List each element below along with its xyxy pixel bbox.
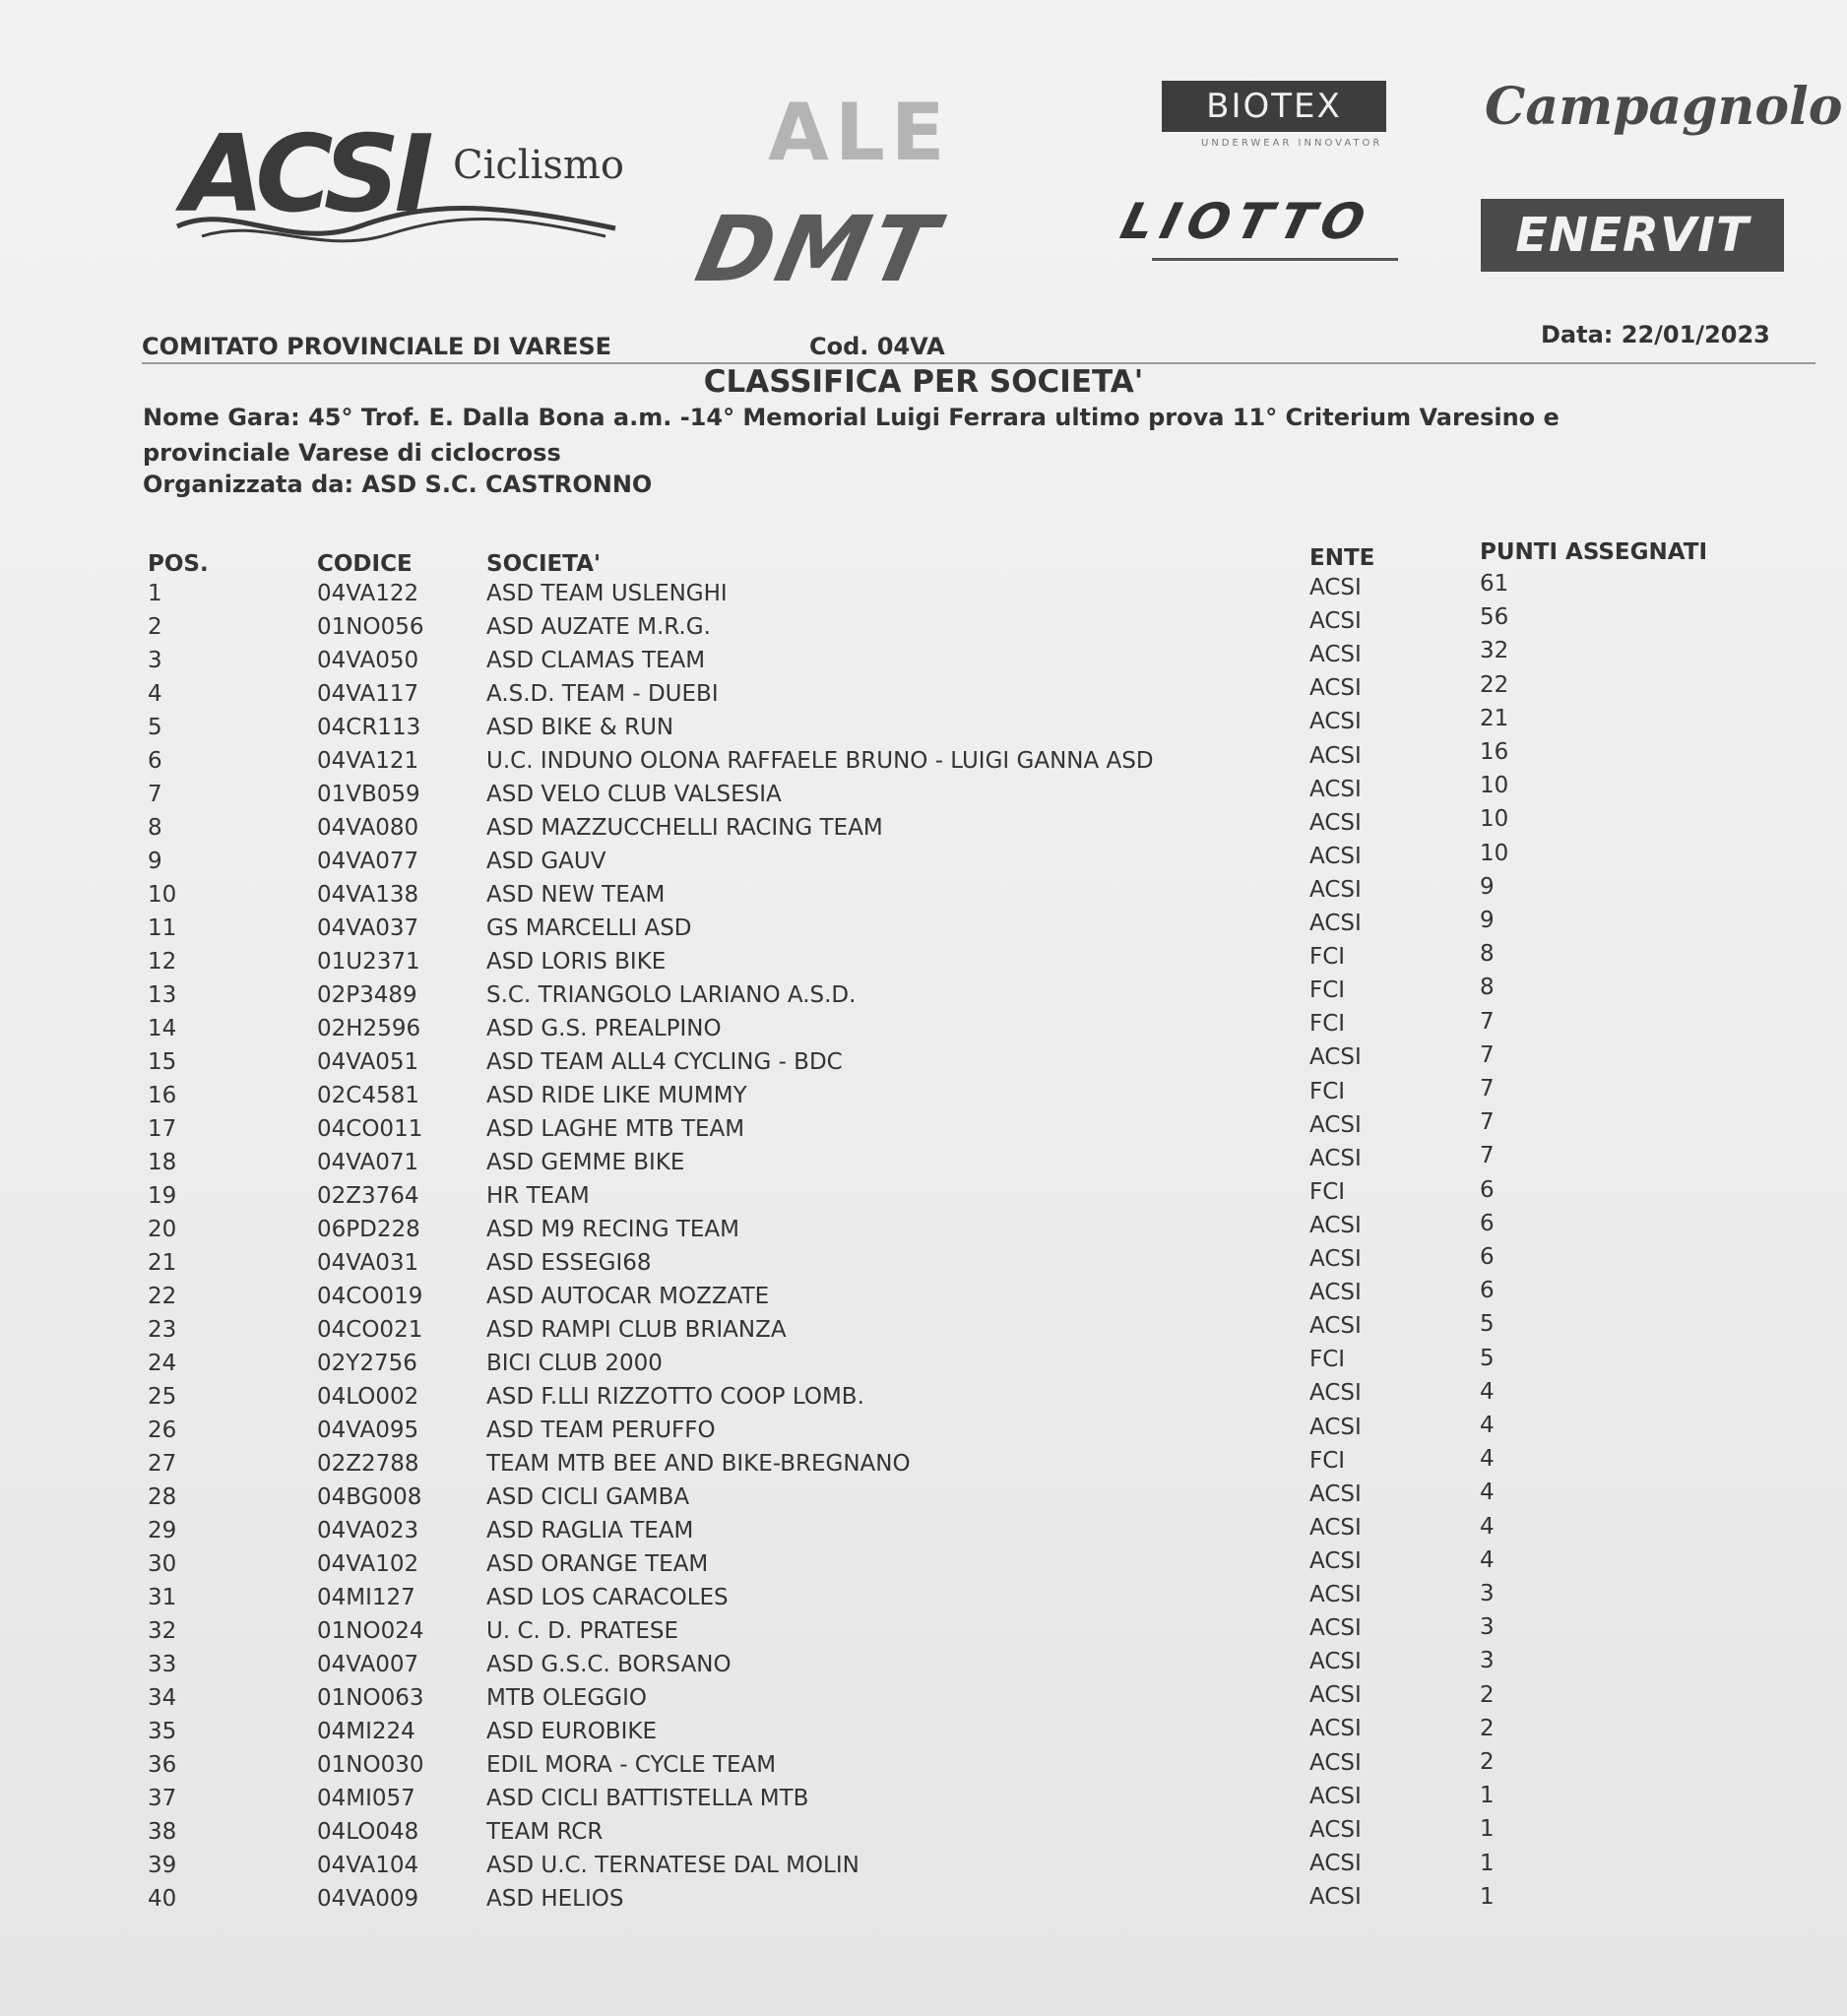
row-position: 28 bbox=[148, 1484, 177, 1510]
row-points: 9 bbox=[1480, 873, 1495, 900]
row-code: 04VA031 bbox=[317, 1250, 419, 1276]
row-position: 24 bbox=[148, 1351, 177, 1376]
table-row bbox=[0, 1614, 1847, 1652]
row-society: ASD G.S.C. BORSANO bbox=[486, 1652, 732, 1677]
table-row bbox=[0, 1883, 1847, 1920]
row-points: 3 bbox=[1480, 1648, 1495, 1674]
row-society: ASD CICLI GAMBA bbox=[486, 1484, 690, 1510]
row-position: 13 bbox=[148, 982, 177, 1008]
table-row bbox=[0, 1715, 1847, 1752]
row-society: ASD GAUV bbox=[486, 849, 606, 874]
row-points: 32 bbox=[1480, 638, 1509, 664]
table-row bbox=[0, 671, 1847, 715]
table-row bbox=[0, 806, 1847, 849]
row-society: ASD HELIOS bbox=[486, 1886, 624, 1912]
row-ente: ACSI bbox=[1309, 608, 1362, 635]
row-ente: ACSI bbox=[1309, 675, 1362, 702]
row-code: 04VA009 bbox=[317, 1886, 419, 1912]
row-points: 1 bbox=[1480, 1783, 1495, 1809]
table-row bbox=[0, 705, 1847, 748]
table-row bbox=[0, 1345, 1847, 1384]
row-society: ASD RAGLIA TEAM bbox=[486, 1518, 694, 1544]
row-points: 21 bbox=[1480, 705, 1509, 731]
row-society: ASD GEMME BIKE bbox=[486, 1150, 685, 1175]
row-position: 20 bbox=[148, 1217, 177, 1242]
row-code: 01NO056 bbox=[317, 614, 424, 640]
table-row bbox=[0, 1850, 1847, 1886]
table-row bbox=[0, 604, 1847, 648]
liotto-logo-underline bbox=[1152, 258, 1398, 261]
table-row bbox=[0, 1581, 1847, 1618]
row-position: 14 bbox=[148, 1016, 177, 1041]
row-ente: ACSI bbox=[1309, 642, 1362, 668]
table-row bbox=[0, 1076, 1847, 1116]
column-header-punti: PUNTI ASSEGNATI bbox=[1480, 539, 1708, 565]
row-code: 04VA138 bbox=[317, 882, 419, 908]
row-position: 18 bbox=[148, 1150, 177, 1175]
column-header-ente: ENTE bbox=[1309, 545, 1375, 571]
row-position: 23 bbox=[148, 1317, 177, 1343]
row-code: 01NO063 bbox=[317, 1685, 424, 1711]
row-ente: ACSI bbox=[1309, 1682, 1362, 1709]
row-code: 04VA102 bbox=[317, 1551, 419, 1577]
row-position: 9 bbox=[148, 849, 162, 874]
row-ente: FCI bbox=[1309, 1347, 1346, 1373]
row-code: 04VA037 bbox=[317, 915, 419, 941]
row-position: 19 bbox=[148, 1183, 177, 1209]
table-row bbox=[0, 1143, 1847, 1183]
row-code: 01NO030 bbox=[317, 1752, 424, 1778]
row-position: 26 bbox=[148, 1418, 177, 1443]
row-society: ASD CICLI BATTISTELLA MTB bbox=[486, 1786, 809, 1811]
row-society: TEAM MTB BEE AND BIKE-BREGNANO bbox=[486, 1451, 911, 1477]
row-society: ASD AUTOCAR MOZZATE bbox=[486, 1284, 770, 1309]
row-society: S.C. TRIANGOLO LARIANO A.S.D. bbox=[486, 982, 857, 1008]
row-ente: ACSI bbox=[1309, 1280, 1362, 1306]
row-code: 04VA095 bbox=[317, 1418, 419, 1443]
row-code: 04LO002 bbox=[317, 1384, 419, 1410]
row-ente: ACSI bbox=[1309, 1615, 1362, 1642]
row-ente: ACSI bbox=[1309, 1816, 1362, 1843]
row-points: 4 bbox=[1480, 1378, 1495, 1405]
row-position: 17 bbox=[148, 1116, 177, 1142]
row-code: 04MI127 bbox=[317, 1585, 415, 1610]
table-row bbox=[0, 739, 1847, 782]
row-society: ASD LAGHE MTB TEAM bbox=[486, 1116, 745, 1142]
row-ente: FCI bbox=[1309, 944, 1346, 971]
row-points: 1 bbox=[1480, 1883, 1495, 1910]
row-society: ASD LOS CARACOLES bbox=[486, 1585, 729, 1610]
acsi-swirl-icon bbox=[172, 197, 625, 256]
biotex-logo-tagline: UNDERWEAR INNOVATOR bbox=[1201, 138, 1383, 149]
row-points: 6 bbox=[1480, 1244, 1495, 1270]
row-society: ASD RIDE LIKE MUMMY bbox=[486, 1083, 747, 1108]
row-code: 04VA007 bbox=[317, 1652, 419, 1677]
table-row bbox=[0, 1210, 1847, 1250]
row-code: 02Z2788 bbox=[317, 1451, 419, 1477]
table-row bbox=[0, 571, 1847, 614]
row-code: 04CO011 bbox=[317, 1116, 423, 1142]
table-row bbox=[0, 1648, 1847, 1685]
row-position: 33 bbox=[148, 1652, 177, 1677]
row-points: 4 bbox=[1480, 1546, 1495, 1573]
row-position: 38 bbox=[148, 1819, 177, 1845]
row-society: ASD U.C. TERNATESE DAL MOLIN bbox=[486, 1853, 860, 1878]
row-society: U.C. INDUNO OLONA RAFFAELE BRUNO - LUIGI GANNA ASD bbox=[486, 748, 1154, 774]
row-society: HR TEAM bbox=[486, 1183, 590, 1209]
row-ente: ACSI bbox=[1309, 1883, 1362, 1910]
acsi-logo-subtitle: Ciclismo bbox=[453, 143, 624, 188]
row-society: ASD VELO CLUB VALSESIA bbox=[486, 782, 782, 807]
row-points: 56 bbox=[1480, 604, 1509, 631]
row-position: 37 bbox=[148, 1786, 177, 1811]
column-header-societa: SOCIETA' bbox=[486, 551, 602, 577]
table-row bbox=[0, 1041, 1847, 1083]
row-points: 7 bbox=[1480, 1109, 1495, 1136]
row-points: 2 bbox=[1480, 1749, 1495, 1775]
table-row bbox=[0, 1546, 1847, 1585]
row-code: 01VB059 bbox=[317, 782, 420, 807]
row-ente: FCI bbox=[1309, 1011, 1346, 1038]
row-position: 12 bbox=[148, 949, 177, 975]
row-ente: ACSI bbox=[1309, 1749, 1362, 1776]
acsi-logo bbox=[172, 113, 625, 261]
row-code: 02C4581 bbox=[317, 1083, 419, 1108]
row-position: 34 bbox=[148, 1685, 177, 1711]
table-row bbox=[0, 941, 1847, 982]
table-row bbox=[0, 975, 1847, 1016]
row-position: 11 bbox=[148, 915, 177, 941]
row-points: 6 bbox=[1480, 1176, 1495, 1203]
table-row bbox=[0, 1513, 1847, 1551]
row-points: 2 bbox=[1480, 1681, 1495, 1708]
row-ente: FCI bbox=[1309, 1178, 1346, 1205]
row-code: 04LO048 bbox=[317, 1819, 419, 1845]
row-society: ASD BIKE & RUN bbox=[486, 715, 674, 740]
row-points: 4 bbox=[1480, 1513, 1495, 1540]
row-society: EDIL MORA - CYCLE TEAM bbox=[486, 1752, 777, 1778]
row-code: 04VA122 bbox=[317, 581, 419, 606]
row-ente: FCI bbox=[1309, 1447, 1346, 1474]
row-points: 4 bbox=[1480, 1480, 1495, 1506]
row-points: 8 bbox=[1480, 941, 1495, 968]
column-header-pos: POS. bbox=[148, 551, 209, 577]
row-society: A.S.D. TEAM - DUEBI bbox=[486, 681, 719, 707]
row-code: 04CR113 bbox=[317, 715, 421, 740]
row-code: 06PD228 bbox=[317, 1217, 420, 1242]
table-row bbox=[0, 1816, 1847, 1853]
row-points: 3 bbox=[1480, 1614, 1495, 1641]
table-row bbox=[0, 1311, 1847, 1351]
row-position: 39 bbox=[148, 1853, 177, 1878]
row-code: 04CO021 bbox=[317, 1317, 423, 1343]
row-code: 04VA080 bbox=[317, 815, 419, 841]
row-position: 27 bbox=[148, 1451, 177, 1477]
row-society: ASD ORANGE TEAM bbox=[486, 1551, 709, 1577]
table-row bbox=[0, 840, 1847, 882]
row-ente: ACSI bbox=[1309, 1783, 1362, 1809]
committee-code: Cod. 04VA bbox=[809, 333, 945, 360]
row-society: ASD TEAM USLENGHI bbox=[486, 581, 728, 606]
row-points: 7 bbox=[1480, 1008, 1495, 1035]
row-code: 04MI057 bbox=[317, 1786, 415, 1811]
campagnolo-logo: Campagnolo bbox=[1485, 77, 1843, 137]
row-ente: ACSI bbox=[1309, 843, 1362, 869]
row-society: ASD AUZATE M.R.G. bbox=[486, 614, 711, 640]
table-row bbox=[0, 908, 1847, 949]
row-position: 35 bbox=[148, 1719, 177, 1744]
row-points: 10 bbox=[1480, 840, 1509, 866]
row-position: 8 bbox=[148, 815, 162, 841]
row-ente: ACSI bbox=[1309, 1582, 1362, 1607]
table-row bbox=[0, 1176, 1847, 1217]
row-society: ASD TEAM ALL4 CYCLING - BDC bbox=[486, 1049, 843, 1075]
table-row bbox=[0, 1244, 1847, 1284]
row-ente: ACSI bbox=[1309, 1716, 1362, 1742]
row-position: 4 bbox=[148, 681, 162, 707]
row-position: 3 bbox=[148, 648, 162, 673]
row-society: ASD G.S. PREALPINO bbox=[486, 1016, 722, 1041]
row-ente: ACSI bbox=[1309, 1044, 1362, 1071]
row-ente: ACSI bbox=[1309, 1313, 1362, 1340]
row-points: 5 bbox=[1480, 1311, 1495, 1338]
liotto-logo: LIOTTO bbox=[1115, 193, 1379, 250]
row-points: 22 bbox=[1480, 671, 1509, 698]
race-name-line-1: Nome Gara: 45° Trof. E. Dalla Bona a.m. -14° Memorial Luigi Ferrara ultimo prova 11° Criterium Varesino e bbox=[143, 404, 1560, 431]
row-ente: ACSI bbox=[1309, 1514, 1362, 1541]
dmt-logo: DMT bbox=[687, 197, 950, 302]
row-position: 5 bbox=[148, 715, 162, 740]
row-position: 2 bbox=[148, 614, 162, 640]
table-row bbox=[0, 1783, 1847, 1819]
row-code: 02H2596 bbox=[317, 1016, 421, 1041]
table-row bbox=[0, 1480, 1847, 1518]
row-ente: ACSI bbox=[1309, 776, 1362, 802]
row-points: 7 bbox=[1480, 1041, 1495, 1068]
row-position: 30 bbox=[148, 1551, 177, 1577]
row-points: 61 bbox=[1480, 571, 1509, 597]
row-society: ASD LORIS BIKE bbox=[486, 949, 667, 975]
row-position: 32 bbox=[148, 1618, 177, 1644]
row-society: ASD EUROBIKE bbox=[486, 1719, 657, 1744]
table-row bbox=[0, 1681, 1847, 1719]
row-ente: ACSI bbox=[1309, 575, 1362, 600]
ale-logo: ALE bbox=[768, 87, 951, 178]
row-code: 04CO019 bbox=[317, 1284, 423, 1309]
biotex-logo: BIOTEX bbox=[1162, 81, 1386, 132]
row-ente: FCI bbox=[1309, 977, 1346, 1004]
row-position: 25 bbox=[148, 1384, 177, 1410]
row-points: 8 bbox=[1480, 975, 1495, 1001]
row-society: ASD ESSEGI68 bbox=[486, 1250, 652, 1276]
row-points: 1 bbox=[1480, 1850, 1495, 1876]
row-society: TEAM RCR bbox=[486, 1819, 604, 1845]
row-society: BICI CLUB 2000 bbox=[486, 1351, 663, 1376]
row-ente: FCI bbox=[1309, 1078, 1346, 1104]
table-row bbox=[0, 1008, 1847, 1049]
acsi-logo-mark: ACSI bbox=[182, 113, 428, 236]
sponsor-logos bbox=[0, 0, 1847, 315]
row-ente: ACSI bbox=[1309, 1380, 1362, 1407]
row-ente: ACSI bbox=[1309, 1850, 1362, 1876]
row-points: 3 bbox=[1480, 1581, 1495, 1606]
row-code: 02Y2756 bbox=[317, 1351, 417, 1376]
table-row bbox=[0, 1749, 1847, 1786]
document-date: Data: 22/01/2023 bbox=[1541, 321, 1770, 348]
row-ente: ACSI bbox=[1309, 709, 1362, 735]
row-points: 10 bbox=[1480, 773, 1509, 799]
row-society: ASD TEAM PERUFFO bbox=[486, 1418, 716, 1443]
row-ente: ACSI bbox=[1309, 1480, 1362, 1507]
row-ente: ACSI bbox=[1309, 742, 1362, 769]
row-ente: ACSI bbox=[1309, 809, 1362, 836]
row-society: ASD CLAMAS TEAM bbox=[486, 648, 706, 673]
row-points: 5 bbox=[1480, 1345, 1495, 1371]
row-ente: ACSI bbox=[1309, 1414, 1362, 1440]
row-code: 04VA117 bbox=[317, 681, 419, 707]
row-points: 4 bbox=[1480, 1446, 1495, 1473]
row-ente: ACSI bbox=[1309, 1649, 1362, 1675]
row-ente: ACSI bbox=[1309, 911, 1362, 936]
row-position: 21 bbox=[148, 1250, 177, 1276]
table-row bbox=[0, 773, 1847, 815]
table-row bbox=[0, 1413, 1847, 1451]
row-society: GS MARCELLI ASD bbox=[486, 915, 692, 941]
race-name-line-2: provinciale Varese di ciclocross bbox=[143, 439, 561, 467]
row-ente: ACSI bbox=[1309, 1547, 1362, 1574]
row-points: 4 bbox=[1480, 1413, 1495, 1438]
row-points: 7 bbox=[1480, 1143, 1495, 1169]
row-code: 02Z3764 bbox=[317, 1183, 419, 1209]
row-society: U. C. D. PRATESE bbox=[486, 1618, 679, 1644]
row-society: ASD M9 RECING TEAM bbox=[486, 1217, 739, 1242]
row-ente: ACSI bbox=[1309, 1111, 1362, 1138]
row-points: 6 bbox=[1480, 1210, 1495, 1236]
row-ente: ACSI bbox=[1309, 1246, 1362, 1272]
row-points: 6 bbox=[1480, 1278, 1495, 1304]
table-row bbox=[0, 1378, 1847, 1418]
row-ente: ACSI bbox=[1309, 1212, 1362, 1238]
row-points: 9 bbox=[1480, 908, 1495, 933]
row-position: 15 bbox=[148, 1049, 177, 1075]
row-ente: ACSI bbox=[1309, 876, 1362, 903]
column-header-codice: CODICE bbox=[317, 551, 413, 577]
row-position: 40 bbox=[148, 1886, 177, 1912]
row-code: 04VA104 bbox=[317, 1853, 419, 1878]
table-row bbox=[0, 1278, 1847, 1317]
row-society: ASD NEW TEAM bbox=[486, 882, 666, 908]
row-position: 7 bbox=[148, 782, 162, 807]
row-position: 29 bbox=[148, 1518, 177, 1544]
row-points: 16 bbox=[1480, 739, 1509, 765]
page-title: CLASSIFICA PER SOCIETA' bbox=[703, 364, 1144, 400]
table-row bbox=[0, 638, 1847, 681]
row-code: 04VA121 bbox=[317, 748, 419, 774]
organizer: Organizzata da: ASD S.C. CASTRONNO bbox=[143, 471, 653, 498]
row-society: ASD MAZZUCCHELLI RACING TEAM bbox=[486, 815, 883, 841]
row-code: 01U2371 bbox=[317, 949, 420, 975]
row-society: ASD RAMPI CLUB BRIANZA bbox=[486, 1317, 787, 1343]
row-points: 7 bbox=[1480, 1076, 1495, 1102]
row-code: 04VA050 bbox=[317, 648, 419, 673]
row-points: 10 bbox=[1480, 806, 1509, 833]
row-position: 22 bbox=[148, 1284, 177, 1309]
row-society: ASD F.LLI RIZZOTTO COOP LOMB. bbox=[486, 1384, 864, 1410]
row-code: 04BG008 bbox=[317, 1484, 422, 1510]
row-position: 6 bbox=[148, 748, 162, 774]
committee-name: COMITATO PROVINCIALE DI VARESE bbox=[142, 333, 612, 360]
row-society: MTB OLEGGIO bbox=[486, 1685, 647, 1711]
row-position: 16 bbox=[148, 1083, 177, 1108]
row-code: 02P3489 bbox=[317, 982, 417, 1008]
row-code: 04VA071 bbox=[317, 1150, 419, 1175]
row-position: 1 bbox=[148, 581, 162, 606]
row-ente: ACSI bbox=[1309, 1145, 1362, 1171]
table-row bbox=[0, 1109, 1847, 1150]
row-code: 01NO024 bbox=[317, 1618, 424, 1644]
row-position: 31 bbox=[148, 1585, 177, 1610]
row-points: 2 bbox=[1480, 1715, 1495, 1741]
row-position: 36 bbox=[148, 1752, 177, 1778]
row-code: 04MI224 bbox=[317, 1719, 415, 1744]
table-row bbox=[0, 873, 1847, 915]
enervit-logo: ENERVIT bbox=[1481, 199, 1784, 272]
row-code: 04VA023 bbox=[317, 1518, 419, 1544]
row-code: 04VA051 bbox=[317, 1049, 419, 1075]
row-code: 04VA077 bbox=[317, 849, 419, 874]
row-points: 1 bbox=[1480, 1816, 1495, 1843]
row-position: 10 bbox=[148, 882, 177, 908]
table-row bbox=[0, 1446, 1847, 1484]
